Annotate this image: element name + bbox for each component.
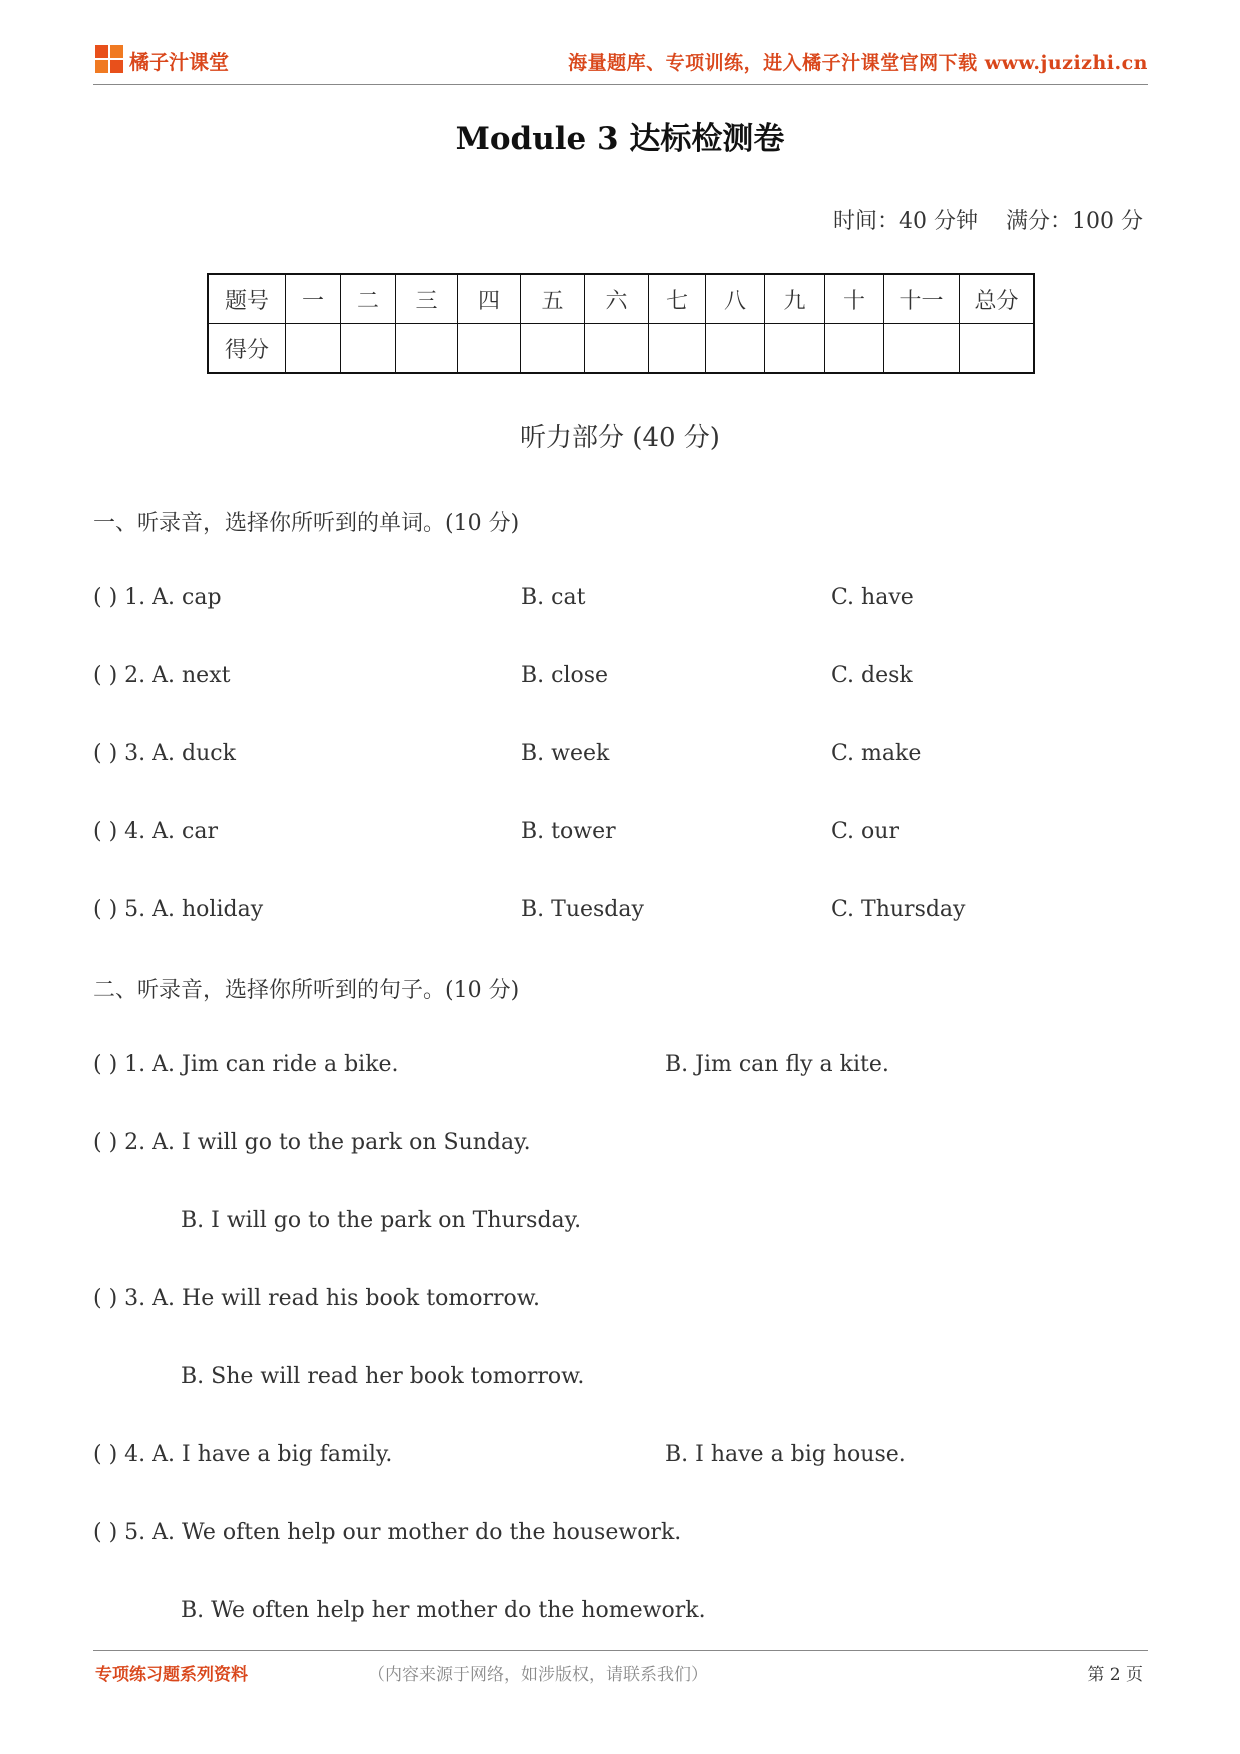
score-input-cell[interactable] [706,324,765,374]
header-divider [93,84,1148,85]
score-table-score-row [208,324,1034,374]
time-limit: 时间：40 分钟 [833,209,978,234]
part2-heading: 二、听录音，选择你所听到的句子。(10 分) [93,978,520,1003]
score-input-cell[interactable] [341,324,396,374]
table-cell: 三 [396,274,458,324]
page-title: Module 3 达标检测卷 [455,121,785,157]
full-score: 满分：100 分 [1006,209,1143,234]
table-cell: 七 [649,274,706,324]
footer-divider [93,1650,1148,1651]
part2-q5-b: B. We often help her mother do the homework. [181,1598,706,1623]
table-cell: 二 [341,274,396,324]
score-input-cell[interactable] [585,324,649,374]
score-input-cell[interactable] [765,324,825,374]
page-number: 第 2 页 [1087,1665,1143,1685]
header-slogan: 海量题库、专项训练，进入橘子汁课堂官网下载 www.juzizhi.cn [568,52,1148,74]
table-cell: 十 [825,274,884,324]
part1-q4-a: ( ) 4. A. car [93,819,218,844]
footer-series: 专项练习题系列资料 [95,1665,248,1685]
table-cell: 得分 [208,324,286,374]
footer-copyright: （内容来源于网络，如涉版权，请联系我们） [368,1665,708,1685]
part1-q4-b: B. tower [521,819,616,844]
table-cell: 五 [521,274,585,324]
logo-text: 橘子汁课堂 [129,50,229,74]
score-input-cell[interactable] [825,324,884,374]
part1-q1-c: C. have [831,585,914,610]
part2-q5-a: ( ) 5. A. We often help our mother do the housework. [93,1520,682,1545]
part1-heading: 一、听录音，选择你所听到的单词。(10 分) [93,511,520,536]
part1-q5-c: C. Thursday [831,897,966,922]
score-input-cell[interactable] [396,324,458,374]
table-cell: 八 [706,274,765,324]
part1-q3-b: B. week [521,741,610,766]
part1-q5-b: B. Tuesday [521,897,644,922]
table-cell: 九 [765,274,825,324]
score-input-cell[interactable] [960,324,1035,374]
part1-q2-a: ( ) 2. A. next [93,663,231,688]
part2-q3-a: ( ) 3. A. He will read his book tomorrow. [93,1286,540,1311]
score-table [207,273,1035,374]
part2-q1-a: ( ) 1. A. Jim can ride a bike. [93,1052,399,1077]
score-table-header-row [208,274,1034,324]
part2-q3-b: B. She will read her book tomorrow. [181,1364,585,1389]
part1-q3-c: C. make [831,741,922,766]
part1-q2-c: C. desk [831,663,913,688]
table-cell: 六 [585,274,649,324]
table-cell: 题号 [208,274,286,324]
part1-q4-c: C. our [831,819,899,844]
score-input-cell[interactable] [286,324,341,374]
listening-section-title: 听力部分 (40 分) [520,423,720,453]
part1-q1-b: B. cat [521,585,586,610]
part1-q1-a: ( ) 1. A. cap [93,585,222,610]
part1-q5-a: ( ) 5. A. holiday [93,897,264,922]
part1-q2-b: B. close [521,663,609,688]
score-input-cell[interactable] [458,324,521,374]
part2-q2-a: ( ) 2. A. I will go to the park on Sunday. [93,1130,531,1155]
part2-q1-b: B. Jim can fly a kite. [665,1052,889,1077]
part2-q2-b: B. I will go to the park on Thursday. [181,1208,582,1233]
part2-q4-a: ( ) 4. A. I have a big family. [93,1442,393,1467]
part1-q3-a: ( ) 3. A. duck [93,741,236,766]
table-cell: 一 [286,274,341,324]
logo-icon [95,45,125,75]
table-cell: 十一 [884,274,960,324]
exam-meta [833,204,1143,235]
score-input-cell[interactable] [884,324,960,374]
table-cell: 四 [458,274,521,324]
score-input-cell[interactable] [649,324,706,374]
part2-q4-b: B. I have a big house. [665,1442,906,1467]
score-input-cell[interactable] [521,324,585,374]
table-cell: 总分 [960,274,1035,324]
